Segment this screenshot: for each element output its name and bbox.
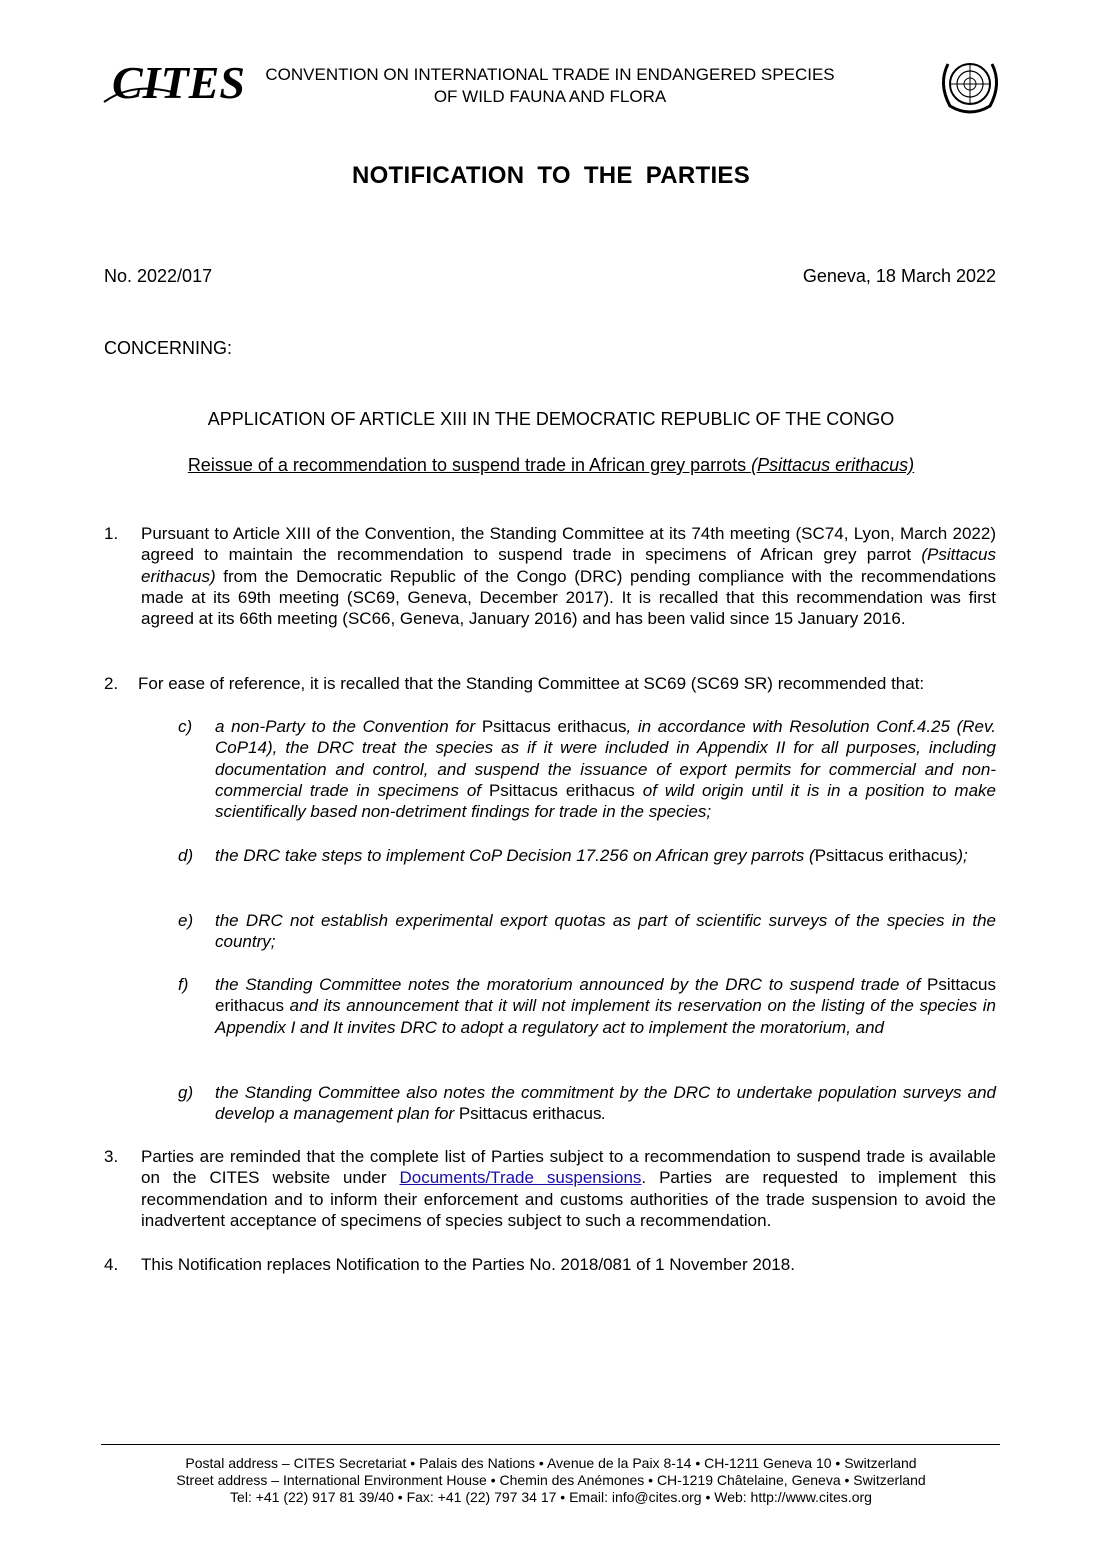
- recommendation-label: c): [178, 717, 193, 736]
- footer-postal-address: Postal address – CITES Secretariat • Palais des Nations • Avenue de la Paix 8-14 • CH-1211 Geneva 10 • Switzerland: [185, 1455, 917, 1471]
- paragraph-text: This Notification replaces Notification to the Parties No. 2018/081 of 1 November 2018.: [141, 1255, 795, 1274]
- organization-name-line1: CONVENTION ON INTERNATIONAL TRADE IN ENDANGERED SPECIES: [265, 65, 835, 84]
- recommendation-text: .: [601, 1104, 607, 1124]
- organization-name-line2: OF WILD FAUNA AND FLORA: [433, 87, 667, 106]
- recommendation-text: , in accordance with Resolution Conf.4.25 (Rev. CoP14), the DRC treat the species as if it were included in Appendix II for all purposes, including documentation and control, and suspend the issuance of export permits for commercial and non-commercial trade in specimens of: [215, 717, 996, 800]
- recommendation-text: the Standing Committee also notes the commitment by the DRC to undertake population surveys and develop a management plan for: [215, 1083, 996, 1124]
- paragraph-text: from the Democratic Republic of the Congo (DRC) pending compliance with the recommendations made at its 69th meeting (SC69, Geneva, December 2017). It is recalled that this recommendation was first agreed at its 66th meeting (SC66, Geneva, January 2016) and has been valid since 15 January 2016.: [141, 566, 996, 629]
- species-name: Psittacus erithacus: [215, 975, 996, 1016]
- trade-suspensions-link[interactable]: Documents/Trade suspensions: [399, 1168, 642, 1188]
- recommendation-text: the Standing Committee notes the moratorium announced by the DRC to suspend trade of: [215, 975, 928, 994]
- paragraph-text: . Parties are requested to implement this recommendation and to inform their enforcement and customs authorities of the trade suspension to avoid the inadvertent acceptance of specimens of species subject to such a recommendation.: [141, 1168, 996, 1230]
- recommendation-text: and its announcement that it will not implement its reservation on the listing of the species in Appendix I and It invites DRC to adopt a regulatory act to implement the moratorium, and: [215, 996, 996, 1037]
- paragraph-text: Parties are reminded that the complete list of Parties subject to a recommendation to suspend trade is available on the CITES website under: [141, 1147, 996, 1188]
- paragraph-4: [104, 1254, 996, 1275]
- recommendation-text: of wild origin until it is in a position to make scientifically based non-detriment findings for trade in the species;: [215, 780, 996, 822]
- subject-heading: APPLICATION OF ARTICLE XIII IN THE DEMOCRATIC REPUBLIC OF THE CONGO: [207, 409, 895, 429]
- recommendation-label: e): [178, 911, 194, 930]
- recommendation-e: [178, 910, 996, 953]
- recommendation-text: the DRC not establish experimental export quotas as part of scientific surveys of the species in the country;: [215, 911, 996, 952]
- species-name: Psittacus erithacus: [488, 780, 635, 800]
- paragraph-number: 1.: [104, 524, 119, 543]
- cites-logo-text: CITES: [112, 57, 245, 108]
- concerning-label: CONCERNING:: [104, 338, 233, 358]
- recommendation-g: [178, 1082, 996, 1125]
- notification-number: No. 2022/017: [104, 266, 213, 286]
- recommendation-text: a non-Party to the Convention for: [215, 717, 482, 736]
- footer-street-address: Street address – International Environment House • Chemin des Anémones • CH-1219 Châtelaine, Geneva • Switzerland: [176, 1472, 926, 1488]
- paragraph-text: Pursuant to Article XIII of the Convention, the Standing Committee at its 74th meeting (SC74, Lyon, March 2022) agreed to maintain the recommendation to suspend trade in specimens of African grey parrot: [141, 524, 996, 565]
- species-name: (Psittacus erithacus): [141, 545, 996, 586]
- subtitle-species: (Psittacus erithacus): [751, 455, 915, 475]
- footer-contact: Tel: +41 (22) 917 81 39/40 • Fax: +41 (22) 797 34 17 • Email: info@cites.org • Web: http://www.cites.org: [230, 1489, 872, 1505]
- recommendation-d: [178, 845, 996, 866]
- paragraph-number: 2.: [104, 674, 119, 693]
- footer-address: [0, 1455, 1102, 1506]
- recommendation-label: g): [178, 1083, 194, 1102]
- un-emblem-icon: [936, 54, 1004, 114]
- footer-divider: [101, 1444, 1000, 1445]
- subtitle-text: Reissue of a recommendation to suspend trade in African grey parrots: [187, 455, 752, 475]
- species-name: Psittacus erithacus: [814, 846, 958, 865]
- paragraph-2: [104, 673, 996, 694]
- paragraph-number: 4.: [104, 1255, 119, 1274]
- recommendation-f: [178, 974, 996, 1038]
- recommendation-c: [178, 716, 996, 822]
- subject-subtitle: [0, 455, 1102, 476]
- paragraph-text: For ease of reference, it is recalled that the Standing Committee at SC69 (SC69 SR) recommended that:: [138, 674, 925, 693]
- species-name: Psittacus erithacus: [481, 717, 627, 736]
- paragraph-number: 3.: [104, 1147, 119, 1166]
- paragraph-3: [104, 1146, 996, 1231]
- cites-logo: [102, 52, 245, 114]
- recommendation-label: f): [178, 975, 189, 994]
- notification-date: Geneva, 18 March 2022: [802, 266, 996, 286]
- recommendation-text: );: [957, 846, 968, 865]
- organization-name: [200, 64, 900, 108]
- recommendation-text: the DRC take steps to implement CoP Decision 17.256 on African grey parrots (: [215, 846, 815, 865]
- paragraph-1: [104, 523, 996, 629]
- document-title: NOTIFICATION TO THE PARTIES: [351, 162, 751, 189]
- species-name: Psittacus erithacus: [458, 1104, 602, 1124]
- recommendation-label: d): [178, 846, 194, 865]
